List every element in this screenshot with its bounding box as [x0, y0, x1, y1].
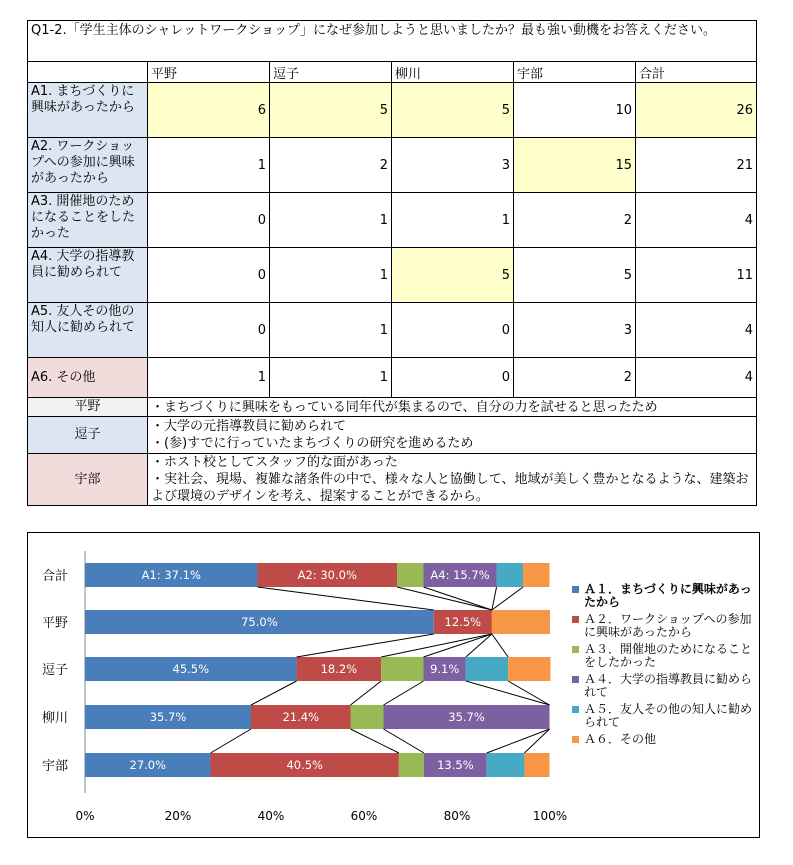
legend-item: Ａ４．大学の指導教員に勧められて [570, 673, 760, 699]
bar-segment [397, 563, 424, 587]
table-cell: 0 [392, 303, 514, 358]
category-label: 宇部 [42, 759, 69, 774]
bar-segment [351, 705, 384, 729]
x-tick-label: 80% [443, 809, 471, 823]
corner-cell [28, 62, 148, 83]
table-cell: 1 [148, 358, 270, 398]
row-label: A6. その他 [28, 358, 148, 398]
bar-segment [487, 753, 525, 777]
comment-row [28, 454, 757, 506]
table-cell: 3 [392, 138, 514, 193]
bar-segment [524, 753, 549, 777]
table-row [28, 83, 757, 138]
comment-place-label: 平野 [28, 398, 148, 417]
bar-segment [399, 753, 424, 777]
col-header-total: 合計 [636, 62, 757, 83]
table-cell: 1 [270, 358, 392, 398]
legend-item: Ａ１．まちづくりに興味があったから [570, 583, 760, 609]
table-cell: 5 [514, 248, 636, 303]
series-line [384, 729, 424, 753]
category-label: 柳川 [42, 711, 69, 726]
legend-swatch [572, 706, 579, 713]
series-line [524, 729, 549, 753]
x-tick-label: 60% [350, 809, 378, 823]
table-cell: 3 [514, 303, 636, 358]
series-line [258, 587, 434, 610]
legend-swatch [572, 676, 579, 683]
series-line [397, 587, 492, 610]
comment-row [28, 398, 757, 417]
table-cell: 1 [392, 193, 514, 248]
table-cell: 0 [148, 248, 270, 303]
table-row [28, 193, 757, 248]
legend [570, 583, 760, 750]
series-line [297, 634, 434, 657]
series-line [211, 729, 251, 753]
x-tick-label: 20% [164, 809, 192, 823]
table-cell: 5 [270, 83, 392, 138]
series-line [492, 587, 523, 610]
row-label: A1. まちづくりに興味があったから [28, 83, 148, 138]
data-label: 27.0% [129, 758, 167, 772]
series-line [351, 729, 399, 753]
series-line [424, 634, 492, 657]
table-cell: 5 [392, 248, 514, 303]
table-cell: 6 [148, 83, 270, 138]
table-cell: 11 [636, 248, 757, 303]
bar-segment [523, 563, 550, 587]
legend-item: Ａ２．ワークショップへの参加に興味があったから [570, 613, 760, 639]
bar-segment [381, 657, 423, 681]
category-label: 平野 [42, 616, 69, 631]
row-label: A2. ワークショップへの参加に興味があったから [28, 138, 148, 193]
bar-segment [466, 657, 508, 681]
series-line [492, 634, 508, 657]
data-label: 18.2% [320, 662, 358, 676]
table-cell: 26 [636, 83, 757, 138]
row-label: A5. 友人その他の知人に勧められて [28, 303, 148, 358]
data-label: 13.5% [437, 758, 474, 772]
table-row [28, 138, 757, 193]
x-tick-label: 0% [75, 809, 95, 823]
series-line [381, 634, 492, 657]
data-label: A2: 30.0% [297, 568, 357, 582]
table-cell: 10 [514, 83, 636, 138]
series-line [466, 634, 492, 657]
legend-item: Ａ５．友人その他の知人に勧められて [570, 703, 760, 729]
table-cell: 1 [148, 138, 270, 193]
table-cell: 4 [636, 358, 757, 398]
bar-segment [508, 657, 550, 681]
comment-place-label: 宇部 [28, 454, 148, 506]
table-cell: 15 [514, 138, 636, 193]
comment-text: ・まちづくりに興味をもっている同年代が集まるので、自分の力を試せると思ったため [148, 398, 757, 417]
table-row [28, 303, 757, 358]
col-header-ube: 宇部 [514, 62, 636, 83]
category-label: 逗子 [42, 663, 69, 678]
comment-place-label: 逗子 [28, 417, 148, 454]
results-table [27, 20, 757, 506]
bar-segment [492, 610, 550, 634]
table-cell: 2 [514, 358, 636, 398]
legend-swatch [572, 616, 579, 623]
data-label: 75.0% [241, 615, 278, 629]
table-cell: 0 [148, 193, 270, 248]
table-cell: 2 [514, 193, 636, 248]
bar-segment [497, 563, 524, 587]
table-cell: 1 [270, 193, 392, 248]
legend-swatch [572, 646, 579, 653]
series-line [466, 681, 550, 705]
data-label: 21.4% [282, 710, 320, 724]
table-cell: 4 [636, 303, 757, 358]
table-cell: 1 [270, 248, 392, 303]
data-label: A4: 15.7% [430, 568, 490, 582]
question-text: Q1-2.「学生主体のシャレットワークショップ」になぜ参加しようと思いましたか？最も強い動機をお答えください。 [28, 21, 757, 62]
data-label: 35.7% [149, 710, 187, 724]
series-line [251, 681, 297, 705]
col-header-zushi: 逗子 [270, 62, 392, 83]
series-line [487, 729, 550, 753]
series-line [351, 681, 382, 705]
row-label: A3. 開催地のためになることをしたかった [28, 193, 148, 248]
x-tick-label: 40% [257, 809, 285, 823]
comment-row [28, 417, 757, 454]
table-row [28, 248, 757, 303]
comment-text: ・ホスト校としてスタッフ的な面があった ・実社会、現場、複雑な諸条件の中で、様々な人と協働して、地域が美しく豊かとなるような、建築および環境のデザインを考え、提案することができるから。 [148, 454, 757, 506]
comment-text: ・大学の元指導教員に勧められて ・(参)すでに行っていたまちづくりの研究を進めるため [148, 417, 757, 454]
legend-swatch [572, 736, 579, 743]
table-row [28, 358, 757, 398]
row-label: A4. 大学の指導教員に勧められて [28, 248, 148, 303]
col-header-yanagawa: 柳川 [392, 62, 514, 83]
table-cell: 0 [148, 303, 270, 358]
table-cell: 21 [636, 138, 757, 193]
data-label: 45.5% [172, 662, 210, 676]
series-line [508, 681, 549, 705]
x-tick-label: 100% [532, 809, 568, 823]
series-line [424, 587, 492, 610]
legend-item: Ａ６．その他 [570, 733, 760, 746]
data-label: 12.5% [444, 615, 482, 629]
legend-item: Ａ３．開催地のためになることをしたかった [570, 643, 760, 669]
col-header-hirano: 平野 [148, 62, 270, 83]
table-cell: 2 [270, 138, 392, 193]
data-label: 40.5% [286, 758, 323, 772]
table-cell: 4 [636, 193, 757, 248]
data-label: 35.7% [448, 710, 485, 724]
table-cell: 5 [392, 83, 514, 138]
legend-swatch [572, 586, 579, 593]
data-label: A1: 37.1% [141, 568, 201, 582]
category-label: 合計 [42, 569, 69, 584]
data-label: 9.1% [430, 662, 460, 676]
series-line [384, 681, 424, 705]
table-cell: 1 [270, 303, 392, 358]
table-cell: 0 [392, 358, 514, 398]
